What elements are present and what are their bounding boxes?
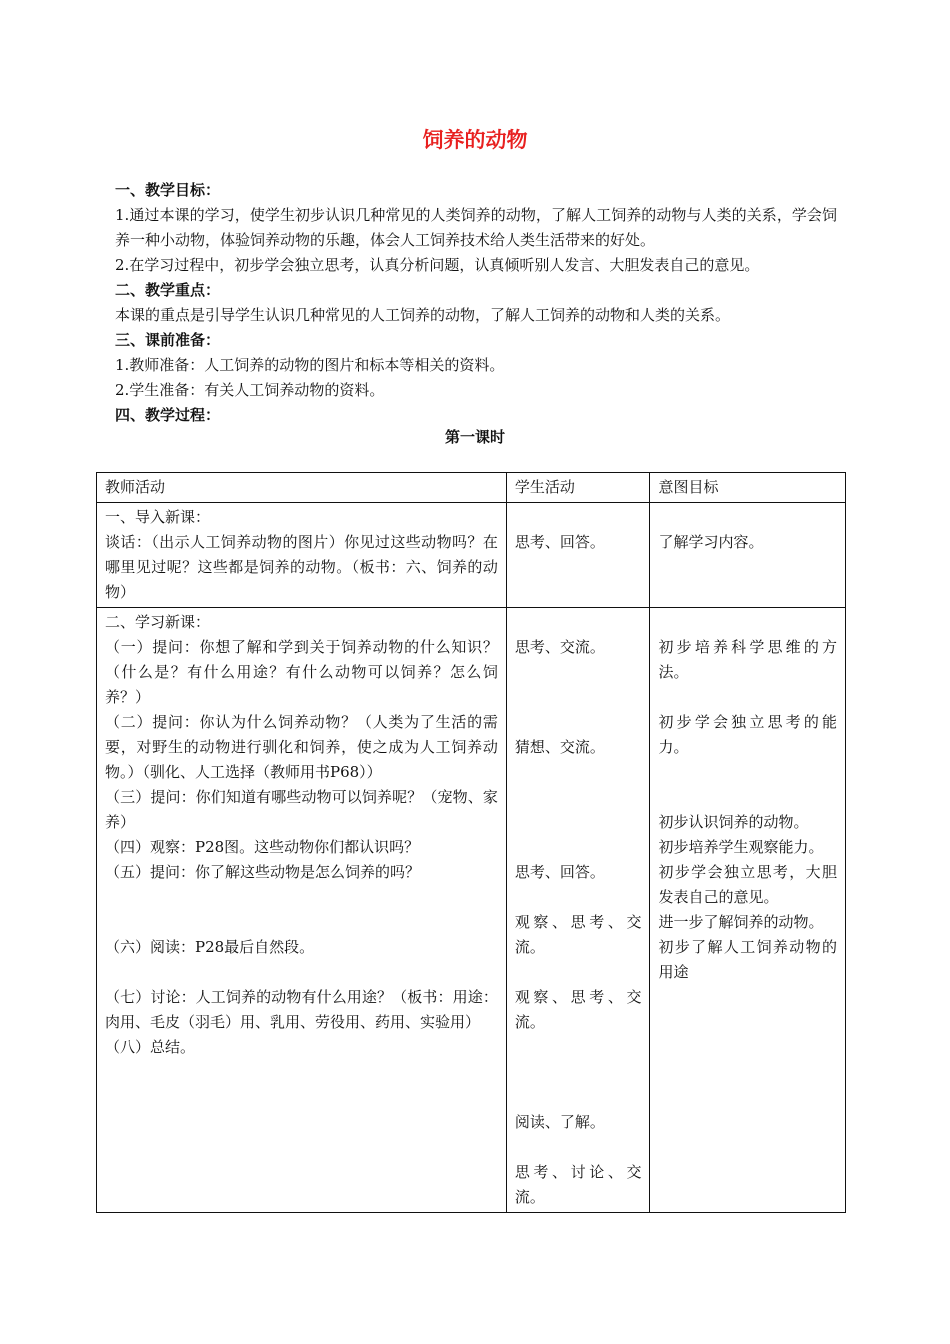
- header-teacher: 教师活动: [97, 473, 507, 503]
- lesson-title: 第一课时: [444, 428, 505, 446]
- goal-cell-new: [650, 608, 846, 1213]
- teacher-line: （一）提问：你想了解和学到关于饲养动物的什么知识？（什么是？有什么用途？有什么动物可以饲养？怎么饲养？）: [105, 638, 498, 706]
- header-student: 学生活动: [506, 473, 650, 503]
- teacher-cell-new: [97, 608, 507, 1213]
- teacher-line: （七）讨论：人工饲养的动物有什么用途？（板书：用途：肉用、毛皮（羽毛）用、乳用、劳役用、药用、实验用）: [105, 988, 498, 1031]
- goal-line: 初步培养科学思维的方法。: [658, 638, 837, 681]
- student-line: 思考、回答。: [514, 863, 605, 881]
- teacher-line: （六）阅读：P28最后自然段。: [105, 938, 315, 956]
- table-header-row: [97, 473, 846, 503]
- page-title: 饲养的动物: [422, 128, 528, 152]
- student-line: 观察、思考、交流。: [514, 913, 642, 956]
- teacher-line: 二、学习新课：: [105, 613, 211, 631]
- teacher-line: （五）提问：你了解这些动物是怎么饲养的吗？: [105, 863, 421, 881]
- goal-line: 初步培养学生观察能力。: [658, 838, 824, 856]
- prep-1: 1.教师准备：人工饲养的动物的图片和标本等相关的资料。: [115, 356, 505, 374]
- student-line: 思考、讨论、交流。: [514, 1163, 642, 1206]
- teacher-line: 谈话：（出示人工饲养动物的图片）你见过这些动物吗？在哪里见过呢？这些都是饲养的动物。（板书：六、饲养的动物）: [105, 533, 498, 601]
- goal-line: 初步学会独立思考的能力。: [658, 713, 837, 756]
- table-row-new-lesson: [97, 608, 846, 1213]
- teacher-line: （八）总结。: [105, 1038, 196, 1056]
- teacher-cell-intro: [97, 503, 507, 608]
- student-line: 猜想、交流。: [514, 738, 605, 756]
- student-line: 思考、回答。: [514, 533, 605, 551]
- prep-heading: 三、课前准备：: [115, 331, 221, 349]
- student-cell-intro: [506, 503, 650, 608]
- teacher-line: （二）提问：你认为什么饲养动物？（人类为了生活的需要，对野生的动物进行驯化和饲养，使之成为人工饲养动物。）（驯化、人工选择（教师用书P68））: [105, 713, 498, 781]
- prep-2: 2.学生准备：有关人工饲养动物的资料。: [115, 381, 385, 399]
- table-row-intro: [97, 503, 846, 608]
- teacher-line: 一、导入新课：: [105, 508, 211, 526]
- header-goal: 意图目标: [650, 473, 846, 503]
- teacher-line: （四）观察：P28图。这些动物你们都认识吗？: [105, 838, 420, 856]
- goal-cell-intro: [650, 503, 846, 608]
- key-heading: 二、教学重点：: [115, 281, 221, 299]
- teacher-line: （三）提问：你们知道有哪些动物可以饲养呢？（宠物、家养）: [105, 788, 498, 831]
- goal-line: 进一步了解饲养的动物。: [658, 913, 824, 931]
- goal-line: 初步学会独立思考，大胆发表自己的意见。: [658, 863, 837, 906]
- student-line: 思考、交流。: [514, 638, 605, 656]
- lesson-table: [96, 472, 846, 1213]
- student-line: 观察、思考、交流。: [514, 988, 642, 1031]
- goal-line: 了解学习内容。: [658, 533, 764, 551]
- key-text: 本课的重点是引导学生认识几种常见的人工饲养的动物，了解人工饲养的动物和人类的关系。: [115, 306, 731, 324]
- student-line: 阅读、了解。: [514, 1113, 605, 1131]
- goal-line: 初步了解人工饲养动物的用途: [658, 938, 837, 981]
- goals-heading: 一、教学目标：: [115, 181, 221, 199]
- process-heading: 四、教学过程：: [115, 406, 221, 424]
- goal-2: 2.在学习过程中，初步学会独立思考，认真分析问题，认真倾听别人发言、大胆发表自己的意见。: [115, 256, 760, 274]
- document-body: [115, 178, 837, 428]
- student-cell-new: [506, 608, 650, 1213]
- goal-1: 1.通过本课的学习，使学生初步认识几种常见的人类饲养的动物，了解人工饲养的动物与人类的关系，学会饲养一种小动物，体验饲养动物的乐趣，体会人工饲养技术给人类生活带来的好处。: [115, 206, 837, 249]
- goal-line: 初步认识饲养的动物。: [658, 813, 809, 831]
